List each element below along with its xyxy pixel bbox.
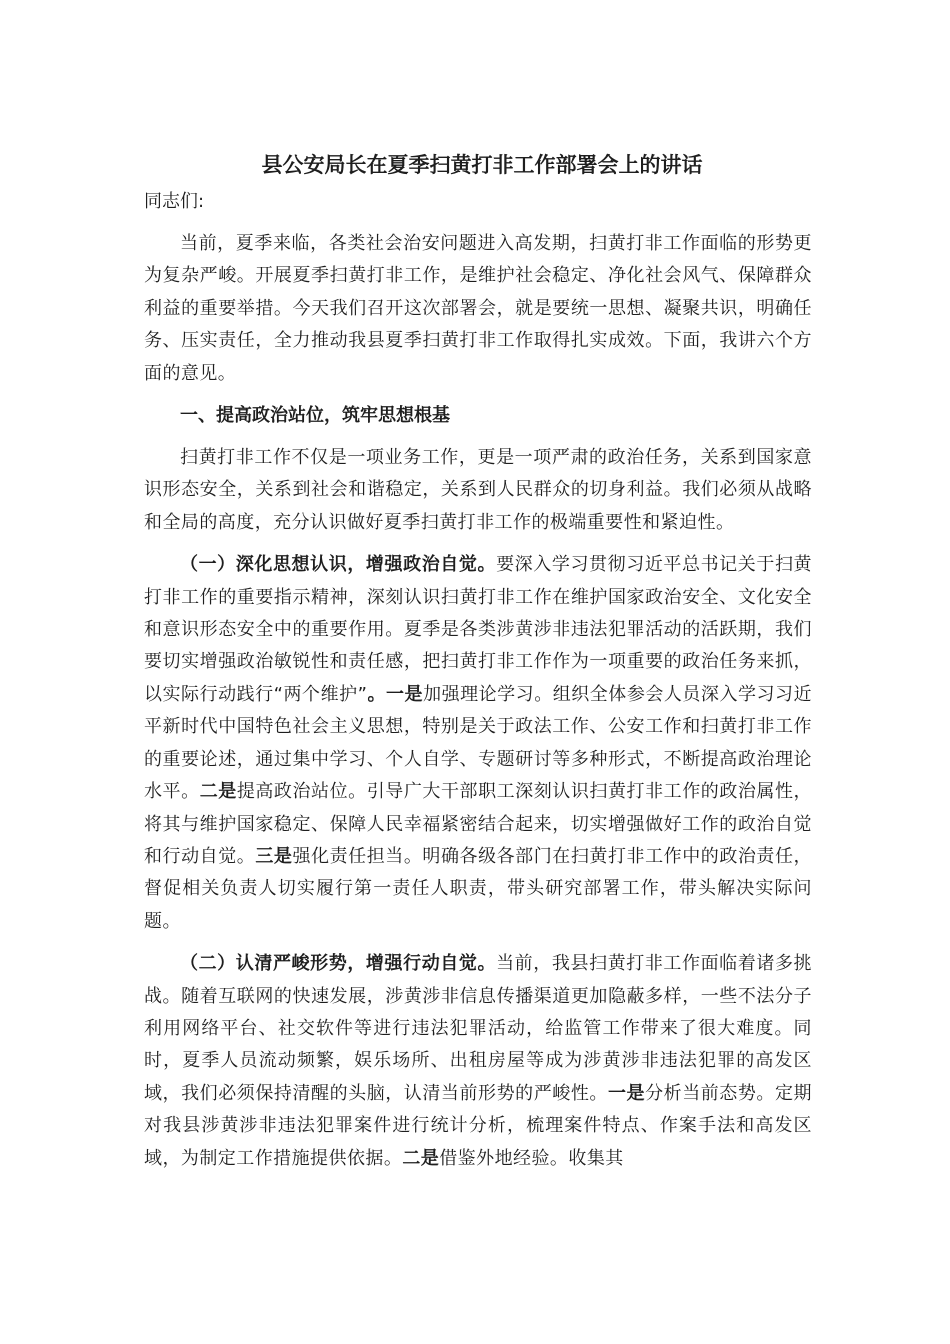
subsection1-text-3: 提高政治站位。引导广大干部职工深刻认识扫黄打非工作的政治属性，将其与维护国家稳定、保障人民幸福紧密结合起来，切实增强做好工作的政治自觉和行动自觉。 — [144, 781, 813, 867]
subsection2-marker-2: 二是 — [402, 1147, 440, 1169]
subsection1-paragraph — [144, 549, 812, 938]
salutation: 同志们: — [144, 191, 205, 212]
subsection2-marker-1: 一是 — [607, 1082, 646, 1104]
subsection2-text-2: 分析当前态势。定期对我县涉黄涉非违法犯罪案件进行统计分析，梳理案件特点、作案手法和高发区域，为制定工作措施提供依据。 — [144, 1082, 812, 1169]
section1-body-paragraph: 扫黄打非工作不仅是一项业务工作，更是一项严肃的政治任务，关系到国家意识形态安全，关系到社会和谐稳定，关系到人民群众的切身利益。我们必须从战略和全局的高度，充分认识做好夏季扫黄打非工作的极端重要性和紧迫性。 — [144, 447, 812, 533]
subsection2-text-3: 借鉴外地经验。收集其 — [439, 1147, 624, 1169]
subsection1-text-1: 要深入学习贯彻习近平总书记关于扫黄打非工作的重要指示精神，深刻认识扫黄打非工作在维护国家政治安全、文化安全和意识形态安全中的重要作用。夏季是各类涉黄涉非违法犯罪活动的活跃期，我们要切实增强政治敏锐性和责任感，把扫黄打非工作作为一项重要的政治任务来抓，以实际行动践行“两个维护” — [144, 554, 812, 705]
subsection1-marker-1: 。一是 — [367, 683, 424, 705]
subsection2-paragraph — [144, 948, 812, 1175]
subsection1-text-4: 强化责任担当。明确各级各部门在扫黄打非工作中的政治责任，督促相关负责人切实履行第一责任人职责，带头研究部署工作，带头解决实际问题。 — [144, 845, 812, 932]
subsection2-text-1: 当前，我县扫黄打非工作面临着诸多挑战。随着互联网的快速发展，涉黄涉非信息传播渠道更加隐蔽多样，一些不法分子利用网络平台、社交软件等进行违法犯罪活动，给监管工作带来了很大难度。同时，夏季人员流动频繁，娱乐场所、出租房屋等成为涉黄涉非违法犯罪的高发区域，我们必须保持清醒的头脑，认清当前形势的严峻性。 — [144, 953, 812, 1104]
document-page — [144, 146, 812, 1185]
subsection1-marker-3: 三是 — [255, 845, 293, 867]
subsection1-marker-2: 二是 — [199, 781, 237, 803]
section-heading-1: 一、提高政治站位，筑牢思想根基 — [180, 405, 450, 427]
subsection1-text-2: 加强理论学习。组织全体参会人员深入学习习近平新时代中国特色社会主义思想，特别是关于政法工作、公安工作和扫黄打非工作的重要论述，通过集中学习、个人自学、专题研讨等多种形式，不断提高政治理论水平。 — [144, 683, 813, 803]
document-title: 县公安局长在夏季扫黄打非工作部署会上的讲话 — [261, 153, 703, 177]
intro-paragraph: 当前，夏季来临，各类社会治安问题进入高发期，扫黄打非工作面临的形势更为复杂严峻。开展夏季扫黄打非工作，是维护社会稳定、净化社会风气、保障群众利益的重要举措。今天我们召开这次部署会，就是要统一思想、凝聚共识，明确任务、压实责任，全力推动我县夏季扫黄打非工作取得扎实成效。下面，我讲六个方面的意见。 — [144, 233, 812, 384]
subsection2-lead: （二）认清严峻形势，增强行动自觉。 — [180, 953, 497, 975]
subsection1-lead: （一）深化思想认识，增强政治自觉。 — [180, 554, 497, 576]
